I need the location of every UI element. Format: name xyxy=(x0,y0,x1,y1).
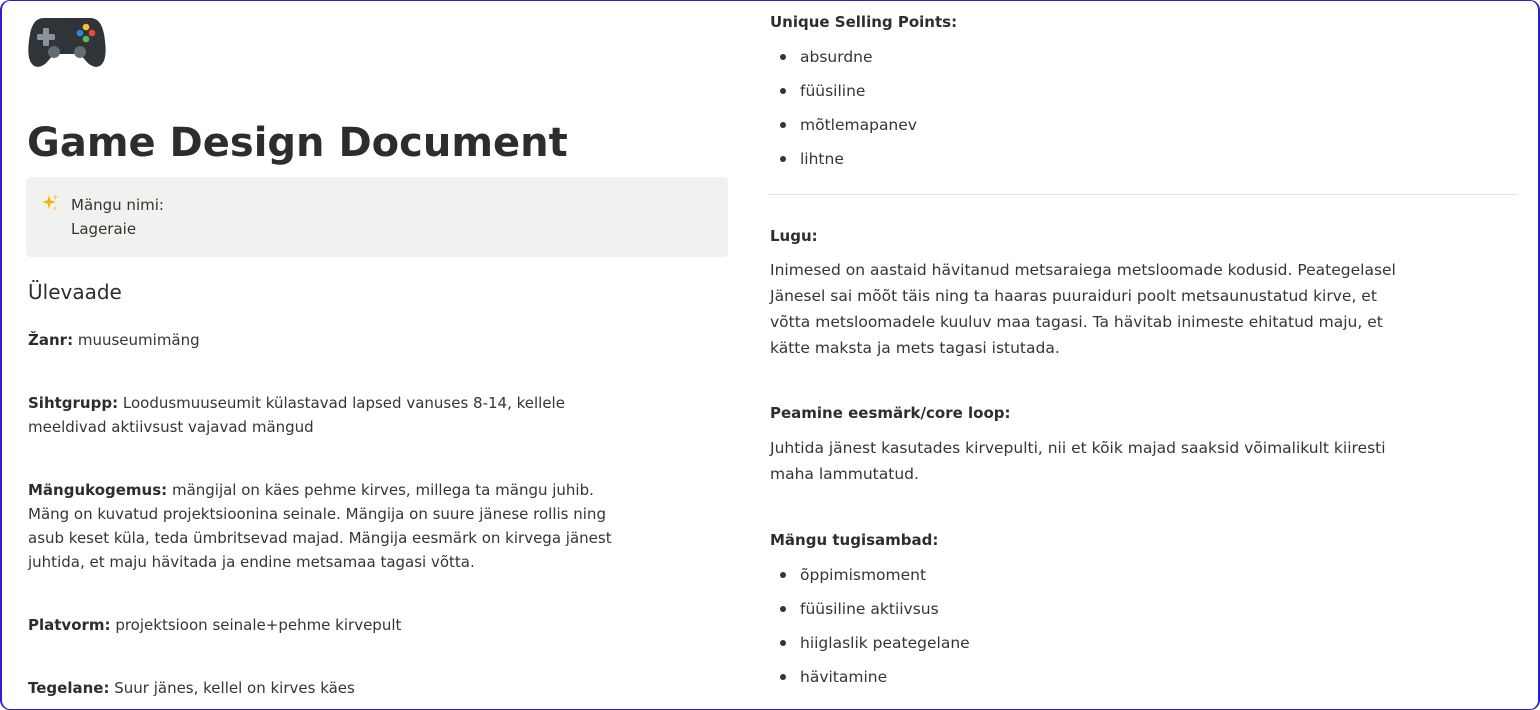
list-item-text: absurdne xyxy=(800,48,873,66)
bullet-icon xyxy=(780,156,786,162)
bullet-icon xyxy=(780,606,786,612)
list-item xyxy=(780,599,970,633)
genre-value: muuseumimäng xyxy=(77,331,200,349)
platform-value: projektsioon seinale+pehme kirvepult xyxy=(115,616,402,634)
story-text: Inimesed on aastaid hävitanud metsaraiega metsloomade kodusid. Peategelasel Jänesel sai mõõt täis ning ta haaras puuraiduri poolt metsaunustatud kirve, et võtta metsloomadele kuuluv maa tagasi. Ta hävitab inimeste ehitatud maju, et kätte maksta ja mets tagasi istutada. xyxy=(770,261,1396,357)
list-item xyxy=(780,149,917,183)
list-item-text: õppimismoment xyxy=(800,566,927,584)
platform-label: Platvorm: xyxy=(28,616,111,634)
bullet-icon xyxy=(780,88,786,94)
experience-label: Mängukogemus: xyxy=(28,481,168,499)
core-loop-text: Juhtida jänest kasutades kirvepulti, nii et kõik majad saaksid võimalikult kiiresti maha lammutatud. xyxy=(770,439,1386,483)
experience-paragraph xyxy=(28,478,638,574)
character-label: Tegelane: xyxy=(28,679,110,697)
audience-value: Loodusmuuseumit külastavad lapsed vanuses 8-14, kellele meeldivad aktiivsust vajavad mängud xyxy=(28,394,565,436)
list-item xyxy=(780,47,917,81)
game-controller-icon[interactable] xyxy=(26,12,108,72)
character-value: Suur jänes, kellel on kirves käes xyxy=(114,679,355,697)
genre-label: Žanr: xyxy=(28,331,74,349)
genre-paragraph xyxy=(28,328,638,352)
game-name-callout xyxy=(26,177,728,257)
bullet-icon xyxy=(780,674,786,680)
list-item xyxy=(780,115,917,149)
bullet-icon xyxy=(780,122,786,128)
callout-label: Mängu nimi: xyxy=(71,196,164,214)
page-title: Game Design Document xyxy=(27,120,568,166)
character-paragraph xyxy=(28,676,638,700)
sparkles-icon xyxy=(40,193,60,213)
divider xyxy=(768,194,1518,195)
list-item xyxy=(780,667,970,701)
story-heading: Lugu: xyxy=(770,227,818,245)
list-item-text: lihtne xyxy=(800,150,844,168)
audience-paragraph xyxy=(28,391,638,439)
pillars-heading: Mängu tugisambad: xyxy=(770,531,939,549)
list-item-text: mõtlemapanev xyxy=(800,116,917,134)
list-item-text: hävitamine xyxy=(800,668,888,686)
list-item xyxy=(780,633,970,667)
list-item-text: füüsiline xyxy=(800,82,866,100)
bullet-icon xyxy=(780,54,786,60)
list-item-text: füüsiline aktiivsus xyxy=(800,600,939,618)
core-loop-heading: Peamine eesmärk/core loop: xyxy=(770,404,1011,422)
pillars-list xyxy=(780,565,970,701)
usp-heading: Unique Selling Points: xyxy=(770,13,958,31)
overview-heading: Ülevaade xyxy=(28,280,122,304)
list-item xyxy=(780,565,970,599)
callout-value: Lageraie xyxy=(71,220,137,238)
list-item xyxy=(780,81,917,115)
platform-paragraph xyxy=(28,613,638,637)
bullet-icon xyxy=(780,572,786,578)
bullet-icon xyxy=(780,640,786,646)
experience-value: mängijal on käes pehme kirves, millega ta mängu juhib. Mäng on kuvatud projektsioonina seinale. Mängija on suure jänese rollis ning asub keset küla, teda ümbritsevad majad. Mängija eesmärk on kirvega jänest juhtida, et maju hävitada ja endine metsamaa tagasi võtta. xyxy=(28,481,612,571)
audience-label: Sihtgrupp: xyxy=(28,394,119,412)
usp-list xyxy=(780,47,917,183)
list-item-text: hiiglaslik peategelane xyxy=(800,634,970,652)
